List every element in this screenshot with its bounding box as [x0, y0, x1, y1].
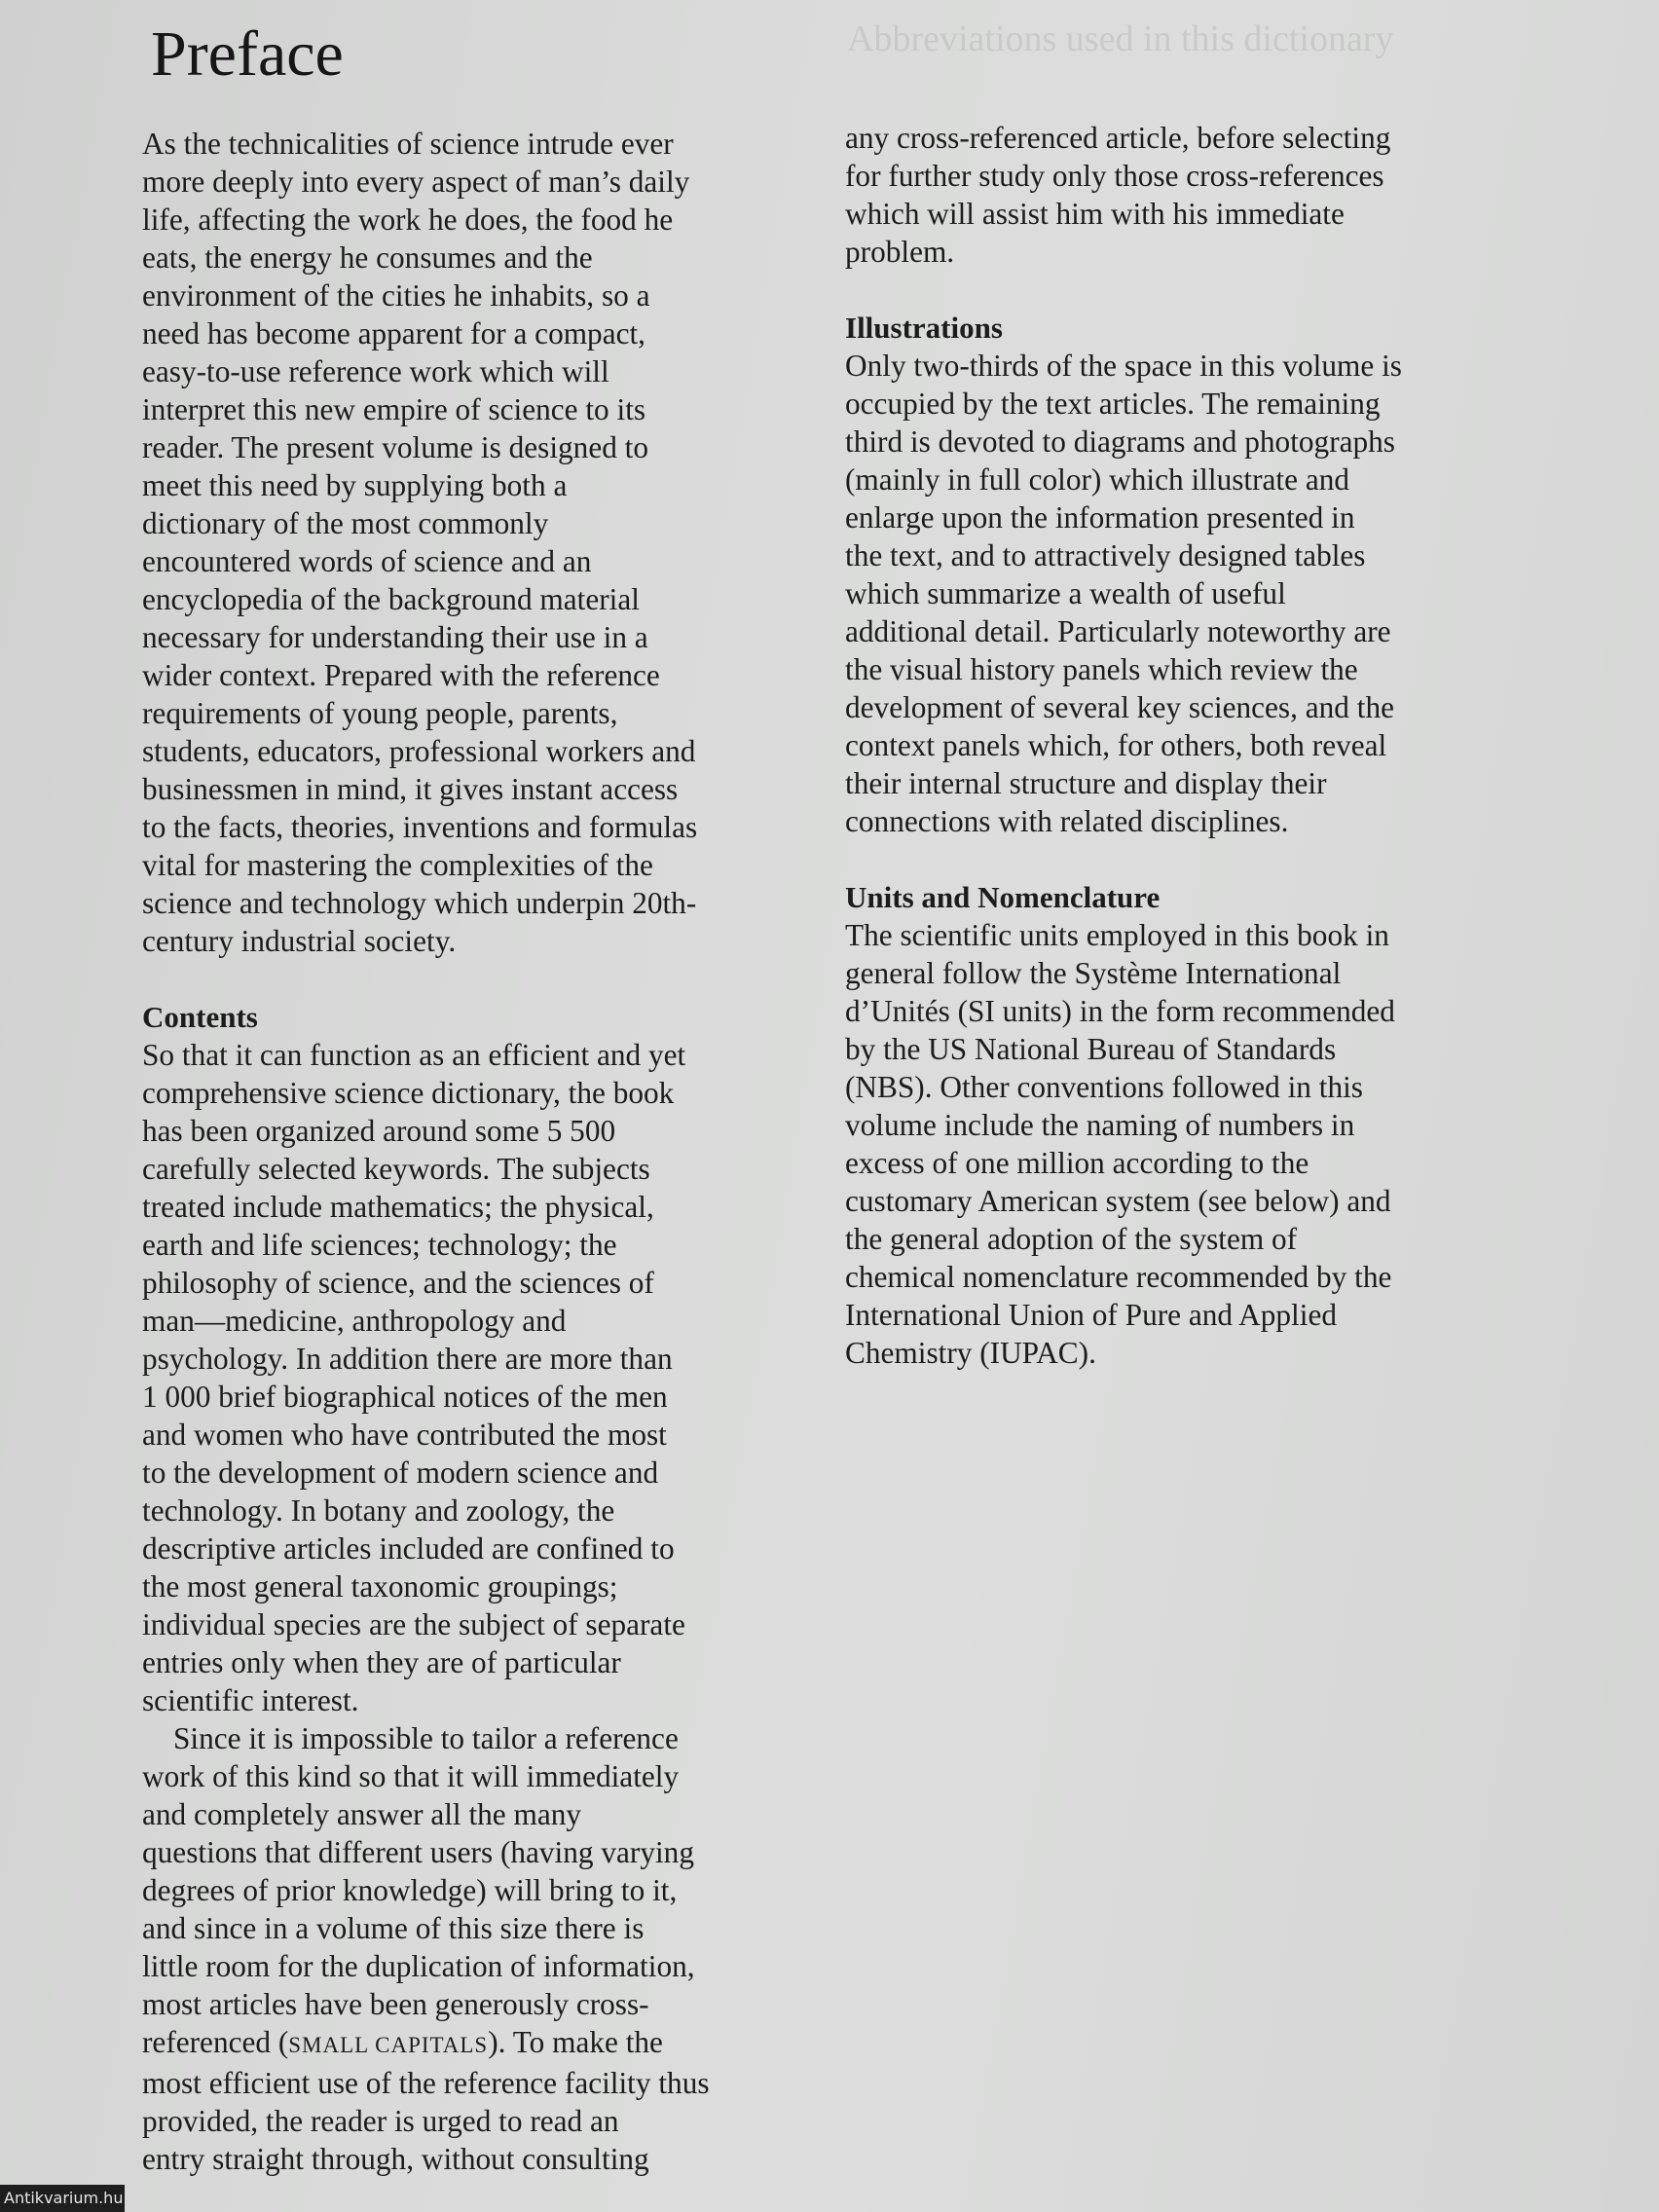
illustrations-paragraph — [845, 347, 1527, 840]
text-line: treated include mathematics; the physical, — [142, 1190, 654, 1224]
text-line: to the facts, theories, inventions and formulas — [142, 810, 698, 844]
text-line: scientific interest. — [142, 1683, 359, 1717]
text-line: d’Unités (SI units) in the form recommended — [845, 994, 1395, 1028]
text-line: problem. — [845, 235, 955, 269]
text-line: the most general taxonomic groupings; — [142, 1569, 618, 1604]
text-line: connections with related disciplines. — [845, 804, 1289, 838]
left-column — [142, 125, 814, 2178]
text-line: to the development of modern science and — [142, 1456, 659, 1490]
contents-heading: Contents — [142, 1000, 258, 1034]
text-line: descriptive articles included are confined to — [142, 1531, 675, 1566]
text-line: and since in a volume of this size there is — [142, 1911, 645, 1945]
text-line: So that it can function as an efficient and yet — [142, 1038, 686, 1072]
since-paragraph — [142, 1719, 814, 2178]
since-paragraph-end — [142, 2064, 814, 2178]
intro-paragraph — [142, 125, 814, 960]
text-line: interpret this new empire of science to its — [142, 392, 646, 426]
text-line: the general adoption of the system of — [845, 1222, 1298, 1256]
page-title: Preface — [151, 18, 344, 90]
bleed-through-text: Abbreviations used in this dictionary — [847, 19, 1394, 59]
text-line: most efficient use of the reference facility thus — [142, 2066, 710, 2100]
text-line: which summarize a wealth of useful — [845, 576, 1286, 610]
text-line: any cross-referenced article, before selecting — [845, 121, 1391, 155]
text-line: volume include the naming of numbers in — [845, 1108, 1355, 1142]
text-line: and completely answer all the many — [142, 1797, 582, 1831]
since-paragraph-lines — [142, 1719, 814, 2023]
text-line: (NBS). Other conventions followed in this — [845, 1070, 1363, 1104]
text-line: necessary for understanding their use in a — [142, 620, 648, 654]
text-line: environment of the cities he inhabits, so a — [142, 278, 650, 313]
text-line: work of this kind so that it will immediately — [142, 1759, 680, 1793]
contents-paragraph — [142, 1036, 814, 1719]
text-line: Since it is impossible to tailor a reference — [173, 1721, 679, 1755]
text-line: philosophy of science, and the sciences of — [142, 1266, 654, 1300]
text-line: entries only when they are of particular — [142, 1645, 621, 1679]
text-line: more deeply into every aspect of man’s daily — [142, 165, 690, 199]
small-capitals-text: SMALL CAPITALS — [288, 2033, 489, 2057]
text-line: has been organized around some 5 500 — [142, 1114, 616, 1148]
text-line: life, affecting the work he does, the food he — [142, 203, 674, 237]
text-line: enlarge upon the information presented in — [845, 500, 1355, 535]
text-line: their internal structure and display their — [845, 766, 1327, 800]
text-line: dictionary of the most commonly — [142, 506, 549, 540]
text-line: eats, the energy he consumes and the — [142, 240, 593, 275]
right-column — [845, 119, 1527, 1372]
text-line: degrees of prior knowledge) will bring to it, — [142, 1873, 678, 1907]
text-line: man—medicine, anthropology and — [142, 1304, 567, 1338]
text-line: requirements of young people, parents, — [142, 696, 618, 730]
text-line: meet this need by supplying both a — [142, 468, 568, 502]
text-line: psychology. In addition there are more than — [142, 1342, 673, 1376]
text-line: chemical nomenclature recommended by the — [845, 1260, 1392, 1294]
text-line: most articles have been generously cross- — [142, 1987, 649, 2021]
units-heading: Units and Nomenclature — [845, 880, 1161, 914]
text-line: students, educators, professional workers and — [142, 734, 696, 768]
text-line: The scientific units employed in this book in — [845, 918, 1389, 952]
text-line: (mainly in full color) which illustrate and — [845, 462, 1350, 497]
text-line: general follow the Système International — [845, 956, 1342, 990]
text-line: science and technology which underpin 20th- — [142, 886, 697, 920]
text-line: Only two-thirds of the space in this volume is — [845, 349, 1402, 383]
text-line: As the technicalities of science intrude ever — [142, 127, 674, 161]
text-line: reader. The present volume is designed to — [142, 430, 649, 464]
text-line: the text, and to attractively designed tables — [845, 538, 1366, 572]
text-line: wider context. Prepared with the reference — [142, 658, 660, 692]
text-line: development of several key sciences, and the — [845, 690, 1394, 724]
text-line: individual species are the subject of separate — [142, 1607, 685, 1641]
text-line: customary American system (see below) and — [845, 1184, 1391, 1218]
text-line: the visual history panels which review the — [845, 652, 1358, 686]
text-line: provided, the reader is urged to read an — [142, 2104, 619, 2138]
text-line: 1 000 brief biographical notices of the men — [142, 1380, 668, 1414]
text-line: little room for the duplication of information, — [142, 1949, 695, 1983]
text-line: entry straight through, without consulting — [142, 2142, 649, 2176]
text-line: businessmen in mind, it gives instant access — [142, 772, 679, 806]
text-line: technology. In botany and zoology, the — [142, 1493, 615, 1528]
text-line: excess of one million according to the — [845, 1146, 1309, 1180]
text-line: additional detail. Particularly noteworthy are — [845, 614, 1391, 648]
text-line: comprehensive science dictionary, the book — [142, 1076, 675, 1110]
text-line: easy-to-use reference work which will — [142, 354, 609, 388]
text-line: International Union of Pure and Applied — [845, 1298, 1337, 1332]
illustrations-heading: Illustrations — [845, 311, 1003, 345]
text-line: carefully selected keywords. The subjects — [142, 1152, 650, 1186]
text-line: by the US National Bureau of Standards — [845, 1032, 1337, 1066]
text-line: which will assist him with his immediate — [845, 197, 1345, 231]
text-line: Chemistry (IUPAC). — [845, 1336, 1096, 1370]
text-line: for further study only those cross-references — [845, 159, 1384, 193]
text-line: vital for mastering the complexities of the — [142, 848, 653, 882]
text-line: and women who have contributed the most — [142, 1418, 667, 1452]
watermark-credit: Antikvarium.hu — [0, 2185, 125, 2212]
text-line: earth and life sciences; technology; the — [142, 1228, 617, 1262]
text-line: questions that different users (having varying — [142, 1835, 694, 1869]
units-paragraph — [845, 916, 1527, 1372]
text-line: encyclopedia of the background material — [142, 582, 640, 616]
text-line: occupied by the text articles. The remaining — [845, 387, 1381, 421]
text-line: third is devoted to diagrams and photographs — [845, 424, 1395, 459]
small-caps-line: referenced (SMALL CAPITALS). To make the — [142, 2025, 663, 2059]
continuation-paragraph — [845, 119, 1527, 271]
text-line: century industrial society. — [142, 924, 457, 958]
text-line: need has become apparent for a compact, — [142, 316, 646, 350]
text-line: encountered words of science and an — [142, 544, 592, 578]
text-line: context panels which, for others, both reveal — [845, 728, 1387, 762]
